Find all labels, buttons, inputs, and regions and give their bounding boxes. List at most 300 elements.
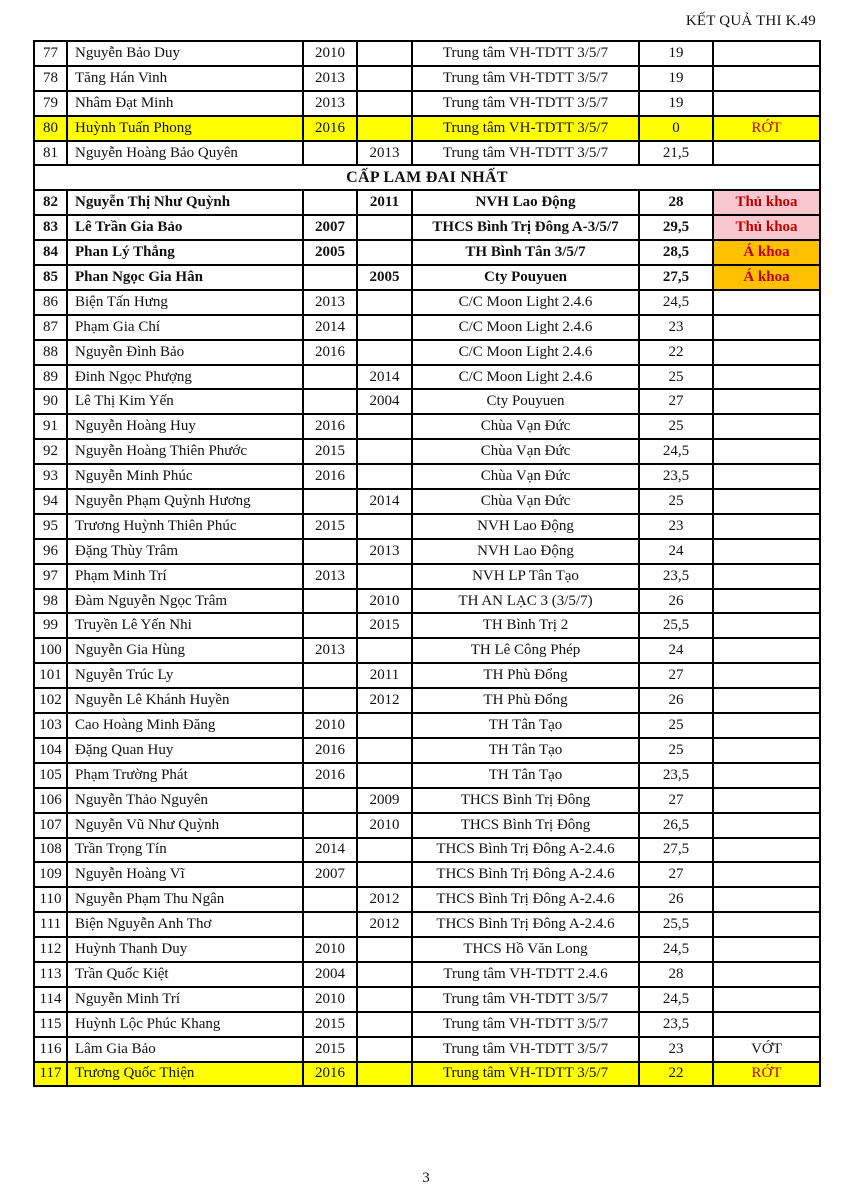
birth-year-female-cell [357, 290, 412, 315]
row-number-cell: 82 [34, 190, 67, 215]
training-unit-cell: Trung tâm VH-TDTT 3/5/7 [412, 116, 639, 141]
training-unit-cell: Cty Pouyuen [412, 265, 639, 290]
score-cell: 28,5 [639, 240, 713, 265]
score-cell: 29,5 [639, 215, 713, 240]
table-row [34, 887, 820, 912]
birth-year-male-cell [303, 887, 357, 912]
result-cell: Á khoa [713, 265, 820, 290]
training-unit-cell: Cty Pouyuen [412, 389, 639, 414]
student-name-cell: Nguyễn Đình Bảo [67, 340, 303, 365]
score-cell: 22 [639, 340, 713, 365]
birth-year-male-cell: 2004 [303, 962, 357, 987]
table-row [34, 738, 820, 763]
training-unit-cell: Trung tâm VH-TDTT 3/5/7 [412, 1012, 639, 1037]
table-row [34, 613, 820, 638]
student-name-cell: Nguyễn Minh Phúc [67, 464, 303, 489]
training-unit-cell: Chùa Vạn Đức [412, 414, 639, 439]
table-row [34, 713, 820, 738]
student-name-cell: Đinh Ngọc Phượng [67, 365, 303, 390]
score-cell: 21,5 [639, 141, 713, 166]
birth-year-female-cell: 2010 [357, 589, 412, 614]
score-cell: 24,5 [639, 987, 713, 1012]
table-row [34, 1037, 820, 1062]
birth-year-female-cell [357, 240, 412, 265]
student-name-cell: Phạm Trường Phát [67, 763, 303, 788]
row-number-cell: 107 [34, 813, 67, 838]
training-unit-cell: Trung tâm VH-TDTT 3/5/7 [412, 91, 639, 116]
training-unit-cell: TH Tân Tạo [412, 763, 639, 788]
table-row [34, 987, 820, 1012]
birth-year-female-cell: 2004 [357, 389, 412, 414]
student-name-cell: Nguyễn Thị Như Quỳnh [67, 190, 303, 215]
result-cell [713, 91, 820, 116]
training-unit-cell: THCS Bình Trị Đông A-2.4.6 [412, 887, 639, 912]
birth-year-male-cell: 2013 [303, 290, 357, 315]
student-name-cell: Nguyễn Hoàng Huy [67, 414, 303, 439]
birth-year-male-cell: 2015 [303, 439, 357, 464]
birth-year-male-cell: 2010 [303, 41, 357, 66]
score-cell: 28 [639, 962, 713, 987]
birth-year-female-cell: 2013 [357, 539, 412, 564]
result-cell [713, 813, 820, 838]
row-number-cell: 101 [34, 663, 67, 688]
birth-year-female-cell: 2009 [357, 788, 412, 813]
student-name-cell: Phan Ngọc Gia Hân [67, 265, 303, 290]
birth-year-female-cell [357, 962, 412, 987]
training-unit-cell: Chùa Vạn Đức [412, 439, 639, 464]
birth-year-male-cell [303, 663, 357, 688]
result-cell [713, 414, 820, 439]
training-unit-cell: Trung tâm VH-TDTT 2.4.6 [412, 962, 639, 987]
score-cell: 25 [639, 489, 713, 514]
birth-year-female-cell: 2012 [357, 887, 412, 912]
score-cell: 26 [639, 887, 713, 912]
row-number-cell: 114 [34, 987, 67, 1012]
result-cell [713, 838, 820, 863]
score-cell: 25,5 [639, 613, 713, 638]
student-name-cell: Nguyễn Lê Khánh Huyền [67, 688, 303, 713]
table-row [34, 862, 820, 887]
table-row [34, 340, 820, 365]
training-unit-cell: C/C Moon Light 2.4.6 [412, 340, 639, 365]
result-cell [713, 290, 820, 315]
result-cell [713, 365, 820, 390]
score-cell: 23 [639, 514, 713, 539]
result-cell [713, 589, 820, 614]
result-cell [713, 713, 820, 738]
training-unit-cell: TH Bình Trị 2 [412, 613, 639, 638]
birth-year-male-cell [303, 141, 357, 166]
birth-year-male-cell [303, 912, 357, 937]
student-name-cell: Tăng Hán Vinh [67, 66, 303, 91]
student-name-cell: Phạm Gia Chí [67, 315, 303, 340]
table-row [34, 539, 820, 564]
row-number-cell: 85 [34, 265, 67, 290]
training-unit-cell: C/C Moon Light 2.4.6 [412, 315, 639, 340]
result-cell [713, 489, 820, 514]
birth-year-female-cell [357, 1012, 412, 1037]
birth-year-male-cell: 2007 [303, 862, 357, 887]
score-cell: 28 [639, 190, 713, 215]
table-row [34, 116, 820, 141]
score-cell: 24,5 [639, 937, 713, 962]
birth-year-male-cell: 2016 [303, 414, 357, 439]
row-number-cell: 111 [34, 912, 67, 937]
birth-year-female-cell [357, 315, 412, 340]
result-cell [713, 638, 820, 663]
birth-year-female-cell: 2011 [357, 663, 412, 688]
score-cell: 19 [639, 41, 713, 66]
table-row [34, 315, 820, 340]
student-name-cell: Lê Trần Gia Bảo [67, 215, 303, 240]
result-cell: Á khoa [713, 240, 820, 265]
row-number-cell: 102 [34, 688, 67, 713]
result-cell [713, 340, 820, 365]
row-number-cell: 81 [34, 141, 67, 166]
training-unit-cell: TH Phù Đổng [412, 688, 639, 713]
birth-year-male-cell [303, 688, 357, 713]
table-row [34, 66, 820, 91]
row-number-cell: 87 [34, 315, 67, 340]
birth-year-male-cell: 2010 [303, 987, 357, 1012]
birth-year-male-cell [303, 265, 357, 290]
student-name-cell: Trương Huỳnh Thiên Phúc [67, 514, 303, 539]
birth-year-male-cell: 2016 [303, 464, 357, 489]
result-cell [713, 987, 820, 1012]
row-number-cell: 106 [34, 788, 67, 813]
row-number-cell: 84 [34, 240, 67, 265]
score-cell: 27,5 [639, 838, 713, 863]
birth-year-female-cell: 2011 [357, 190, 412, 215]
student-name-cell: Nguyễn Trúc Ly [67, 663, 303, 688]
student-name-cell: Nguyễn Minh Trí [67, 987, 303, 1012]
birth-year-male-cell [303, 190, 357, 215]
student-name-cell: Nhâm Đạt Minh [67, 91, 303, 116]
training-unit-cell: C/C Moon Light 2.4.6 [412, 290, 639, 315]
result-cell: RỚT [713, 1062, 820, 1087]
result-cell [713, 962, 820, 987]
training-unit-cell: TH AN LẠC 3 (3/5/7) [412, 589, 639, 614]
training-unit-cell: TH Tân Tạo [412, 713, 639, 738]
training-unit-cell: TH Phù Đổng [412, 663, 639, 688]
table-row [34, 1012, 820, 1037]
result-cell [713, 937, 820, 962]
student-name-cell: Nguyễn Hoàng Bảo Quyên [67, 141, 303, 166]
birth-year-male-cell: 2010 [303, 937, 357, 962]
table-row [34, 190, 820, 215]
result-cell [713, 1012, 820, 1037]
birth-year-male-cell [303, 589, 357, 614]
birth-year-male-cell: 2016 [303, 1062, 357, 1087]
score-cell: 23,5 [639, 564, 713, 589]
result-cell [713, 663, 820, 688]
result-cell [713, 564, 820, 589]
table-row [34, 1062, 820, 1087]
birth-year-female-cell: 2005 [357, 265, 412, 290]
student-name-cell: Huỳnh Thanh Duy [67, 937, 303, 962]
student-name-cell: Phan Lý Thắng [67, 240, 303, 265]
birth-year-male-cell: 2015 [303, 514, 357, 539]
birth-year-female-cell [357, 1037, 412, 1062]
section-title: CẤP LAM ĐAI NHẤT [34, 165, 820, 190]
training-unit-cell: C/C Moon Light 2.4.6 [412, 365, 639, 390]
result-cell [713, 613, 820, 638]
training-unit-cell: Trung tâm VH-TDTT 3/5/7 [412, 66, 639, 91]
student-name-cell: Đàm Nguyễn Ngọc Trâm [67, 589, 303, 614]
row-number-cell: 116 [34, 1037, 67, 1062]
student-name-cell: Huỳnh Lộc Phúc Khang [67, 1012, 303, 1037]
result-cell [713, 439, 820, 464]
table-row [34, 265, 820, 290]
row-number-cell: 88 [34, 340, 67, 365]
birth-year-male-cell: 2013 [303, 638, 357, 663]
row-number-cell: 108 [34, 838, 67, 863]
training-unit-cell: TH Lê Công Phép [412, 638, 639, 663]
row-number-cell: 117 [34, 1062, 67, 1087]
birth-year-male-cell: 2015 [303, 1012, 357, 1037]
birth-year-male-cell: 2014 [303, 315, 357, 340]
score-cell: 0 [639, 116, 713, 141]
student-name-cell: Nguyễn Phạm Quỳnh Hương [67, 489, 303, 514]
table-row [34, 290, 820, 315]
birth-year-male-cell [303, 365, 357, 390]
row-number-cell: 99 [34, 613, 67, 638]
training-unit-cell: Trung tâm VH-TDTT 3/5/7 [412, 141, 639, 166]
row-number-cell: 83 [34, 215, 67, 240]
table-row [34, 589, 820, 614]
birth-year-female-cell [357, 862, 412, 887]
birth-year-male-cell [303, 613, 357, 638]
score-cell: 26,5 [639, 813, 713, 838]
birth-year-male-cell: 2016 [303, 763, 357, 788]
table-row [34, 464, 820, 489]
training-unit-cell: Trung tâm VH-TDTT 3/5/7 [412, 1037, 639, 1062]
result-cell [713, 539, 820, 564]
table-row [34, 663, 820, 688]
score-cell: 23 [639, 315, 713, 340]
row-number-cell: 95 [34, 514, 67, 539]
result-cell: Thủ khoa [713, 190, 820, 215]
result-cell [713, 688, 820, 713]
student-name-cell: Nguyễn Hoàng Vĩ [67, 862, 303, 887]
birth-year-female-cell [357, 91, 412, 116]
score-cell: 19 [639, 66, 713, 91]
score-cell: 24,5 [639, 290, 713, 315]
student-name-cell: Lê Thị Kim Yến [67, 389, 303, 414]
student-name-cell: Nguyễn Hoàng Thiên Phước [67, 439, 303, 464]
result-cell [713, 464, 820, 489]
table-row [34, 937, 820, 962]
results-table-body [34, 41, 820, 1086]
birth-year-male-cell: 2016 [303, 738, 357, 763]
result-cell: VỚT [713, 1037, 820, 1062]
birth-year-male-cell: 2005 [303, 240, 357, 265]
student-name-cell: Huỳnh Tuấn Phong [67, 116, 303, 141]
score-cell: 27 [639, 788, 713, 813]
row-number-cell: 86 [34, 290, 67, 315]
score-cell: 25 [639, 713, 713, 738]
birth-year-female-cell [357, 514, 412, 539]
training-unit-cell: NVH LP Tân Tạo [412, 564, 639, 589]
student-name-cell: Trần Trọng Tín [67, 838, 303, 863]
birth-year-female-cell [357, 763, 412, 788]
birth-year-female-cell [357, 215, 412, 240]
table-row [34, 41, 820, 66]
table-row [34, 688, 820, 713]
score-cell: 25,5 [639, 912, 713, 937]
training-unit-cell: TH Bình Tân 3/5/7 [412, 240, 639, 265]
table-row [34, 365, 820, 390]
row-number-cell: 113 [34, 962, 67, 987]
birth-year-female-cell [357, 116, 412, 141]
score-cell: 23,5 [639, 763, 713, 788]
row-number-cell: 97 [34, 564, 67, 589]
student-name-cell: Trần Quốc Kiệt [67, 962, 303, 987]
result-cell [713, 887, 820, 912]
student-name-cell: Phạm Minh Trí [67, 564, 303, 589]
result-cell [713, 66, 820, 91]
birth-year-female-cell: 2015 [357, 613, 412, 638]
birth-year-female-cell [357, 41, 412, 66]
table-row [34, 788, 820, 813]
row-number-cell: 79 [34, 91, 67, 116]
row-number-cell: 112 [34, 937, 67, 962]
training-unit-cell: THCS Bình Trị Đông A-3/5/7 [412, 215, 639, 240]
training-unit-cell: THCS Bình Trị Đông A-2.4.6 [412, 912, 639, 937]
score-cell: 23,5 [639, 1012, 713, 1037]
birth-year-female-cell [357, 713, 412, 738]
birth-year-female-cell: 2012 [357, 688, 412, 713]
birth-year-female-cell [357, 414, 412, 439]
table-row [34, 514, 820, 539]
score-cell: 19 [639, 91, 713, 116]
section-header-row [34, 165, 820, 190]
result-cell [713, 738, 820, 763]
row-number-cell: 110 [34, 887, 67, 912]
birth-year-female-cell [357, 66, 412, 91]
birth-year-male-cell: 2014 [303, 838, 357, 863]
student-name-cell: Nguyễn Phạm Thu Ngân [67, 887, 303, 912]
score-cell: 24 [639, 638, 713, 663]
birth-year-female-cell: 2013 [357, 141, 412, 166]
document-header-title: KẾT QUẢ THI K.49 [685, 13, 816, 29]
score-cell: 27 [639, 663, 713, 688]
birth-year-female-cell [357, 340, 412, 365]
birth-year-female-cell: 2012 [357, 912, 412, 937]
training-unit-cell: THCS Hồ Văn Long [412, 937, 639, 962]
birth-year-male-cell: 2013 [303, 564, 357, 589]
row-number-cell: 103 [34, 713, 67, 738]
row-number-cell: 115 [34, 1012, 67, 1037]
student-name-cell: Nguyễn Vũ Như Quỳnh [67, 813, 303, 838]
row-number-cell: 92 [34, 439, 67, 464]
table-row [34, 838, 820, 863]
table-row [34, 564, 820, 589]
table-row [34, 638, 820, 663]
row-number-cell: 98 [34, 589, 67, 614]
student-name-cell: Nguyễn Bảo Duy [67, 41, 303, 66]
row-number-cell: 89 [34, 365, 67, 390]
row-number-cell: 104 [34, 738, 67, 763]
table-row [34, 962, 820, 987]
table-row [34, 215, 820, 240]
row-number-cell: 94 [34, 489, 67, 514]
student-name-cell: Đặng Quan Huy [67, 738, 303, 763]
table-row [34, 439, 820, 464]
row-number-cell: 105 [34, 763, 67, 788]
table-row [34, 389, 820, 414]
birth-year-male-cell [303, 539, 357, 564]
student-name-cell: Biện Tấn Hưng [67, 290, 303, 315]
row-number-cell: 96 [34, 539, 67, 564]
score-cell: 25 [639, 365, 713, 390]
score-cell: 23 [639, 1037, 713, 1062]
birth-year-male-cell: 2007 [303, 215, 357, 240]
table-row [34, 240, 820, 265]
row-number-cell: 100 [34, 638, 67, 663]
birth-year-male-cell: 2016 [303, 340, 357, 365]
result-cell [713, 862, 820, 887]
row-number-cell: 91 [34, 414, 67, 439]
birth-year-male-cell [303, 489, 357, 514]
birth-year-female-cell: 2014 [357, 489, 412, 514]
birth-year-male-cell: 2016 [303, 116, 357, 141]
result-cell [713, 788, 820, 813]
row-number-cell: 80 [34, 116, 67, 141]
student-name-cell: Lâm Gia Bảo [67, 1037, 303, 1062]
table-row [34, 912, 820, 937]
score-cell: 24 [639, 539, 713, 564]
training-unit-cell: Trung tâm VH-TDTT 3/5/7 [412, 1062, 639, 1087]
result-cell [713, 141, 820, 166]
score-cell: 26 [639, 589, 713, 614]
birth-year-male-cell [303, 813, 357, 838]
table-row [34, 813, 820, 838]
table-row [34, 763, 820, 788]
results-table [33, 40, 821, 1087]
training-unit-cell: NVH Lao Động [412, 539, 639, 564]
training-unit-cell: THCS Bình Trị Đông [412, 813, 639, 838]
training-unit-cell: THCS Bình Trị Đông A-2.4.6 [412, 862, 639, 887]
birth-year-male-cell [303, 389, 357, 414]
training-unit-cell: Trung tâm VH-TDTT 3/5/7 [412, 987, 639, 1012]
birth-year-female-cell [357, 564, 412, 589]
birth-year-female-cell [357, 937, 412, 962]
score-cell: 27 [639, 862, 713, 887]
birth-year-female-cell [357, 738, 412, 763]
training-unit-cell: TH Tân Tạo [412, 738, 639, 763]
table-row [34, 91, 820, 116]
birth-year-male-cell [303, 788, 357, 813]
training-unit-cell: NVH Lao Động [412, 514, 639, 539]
birth-year-male-cell: 2010 [303, 713, 357, 738]
birth-year-female-cell [357, 1062, 412, 1087]
birth-year-female-cell [357, 987, 412, 1012]
result-cell [713, 41, 820, 66]
score-cell: 25 [639, 414, 713, 439]
row-number-cell: 93 [34, 464, 67, 489]
row-number-cell: 78 [34, 66, 67, 91]
table-row [34, 141, 820, 166]
training-unit-cell: THCS Bình Trị Đông [412, 788, 639, 813]
result-cell [713, 389, 820, 414]
result-cell [713, 763, 820, 788]
student-name-cell: Cao Hoàng Minh Đăng [67, 713, 303, 738]
birth-year-female-cell [357, 838, 412, 863]
birth-year-female-cell [357, 439, 412, 464]
student-name-cell: Biện Nguyễn Anh Thơ [67, 912, 303, 937]
student-name-cell: Nguyễn Thảo Nguyên [67, 788, 303, 813]
